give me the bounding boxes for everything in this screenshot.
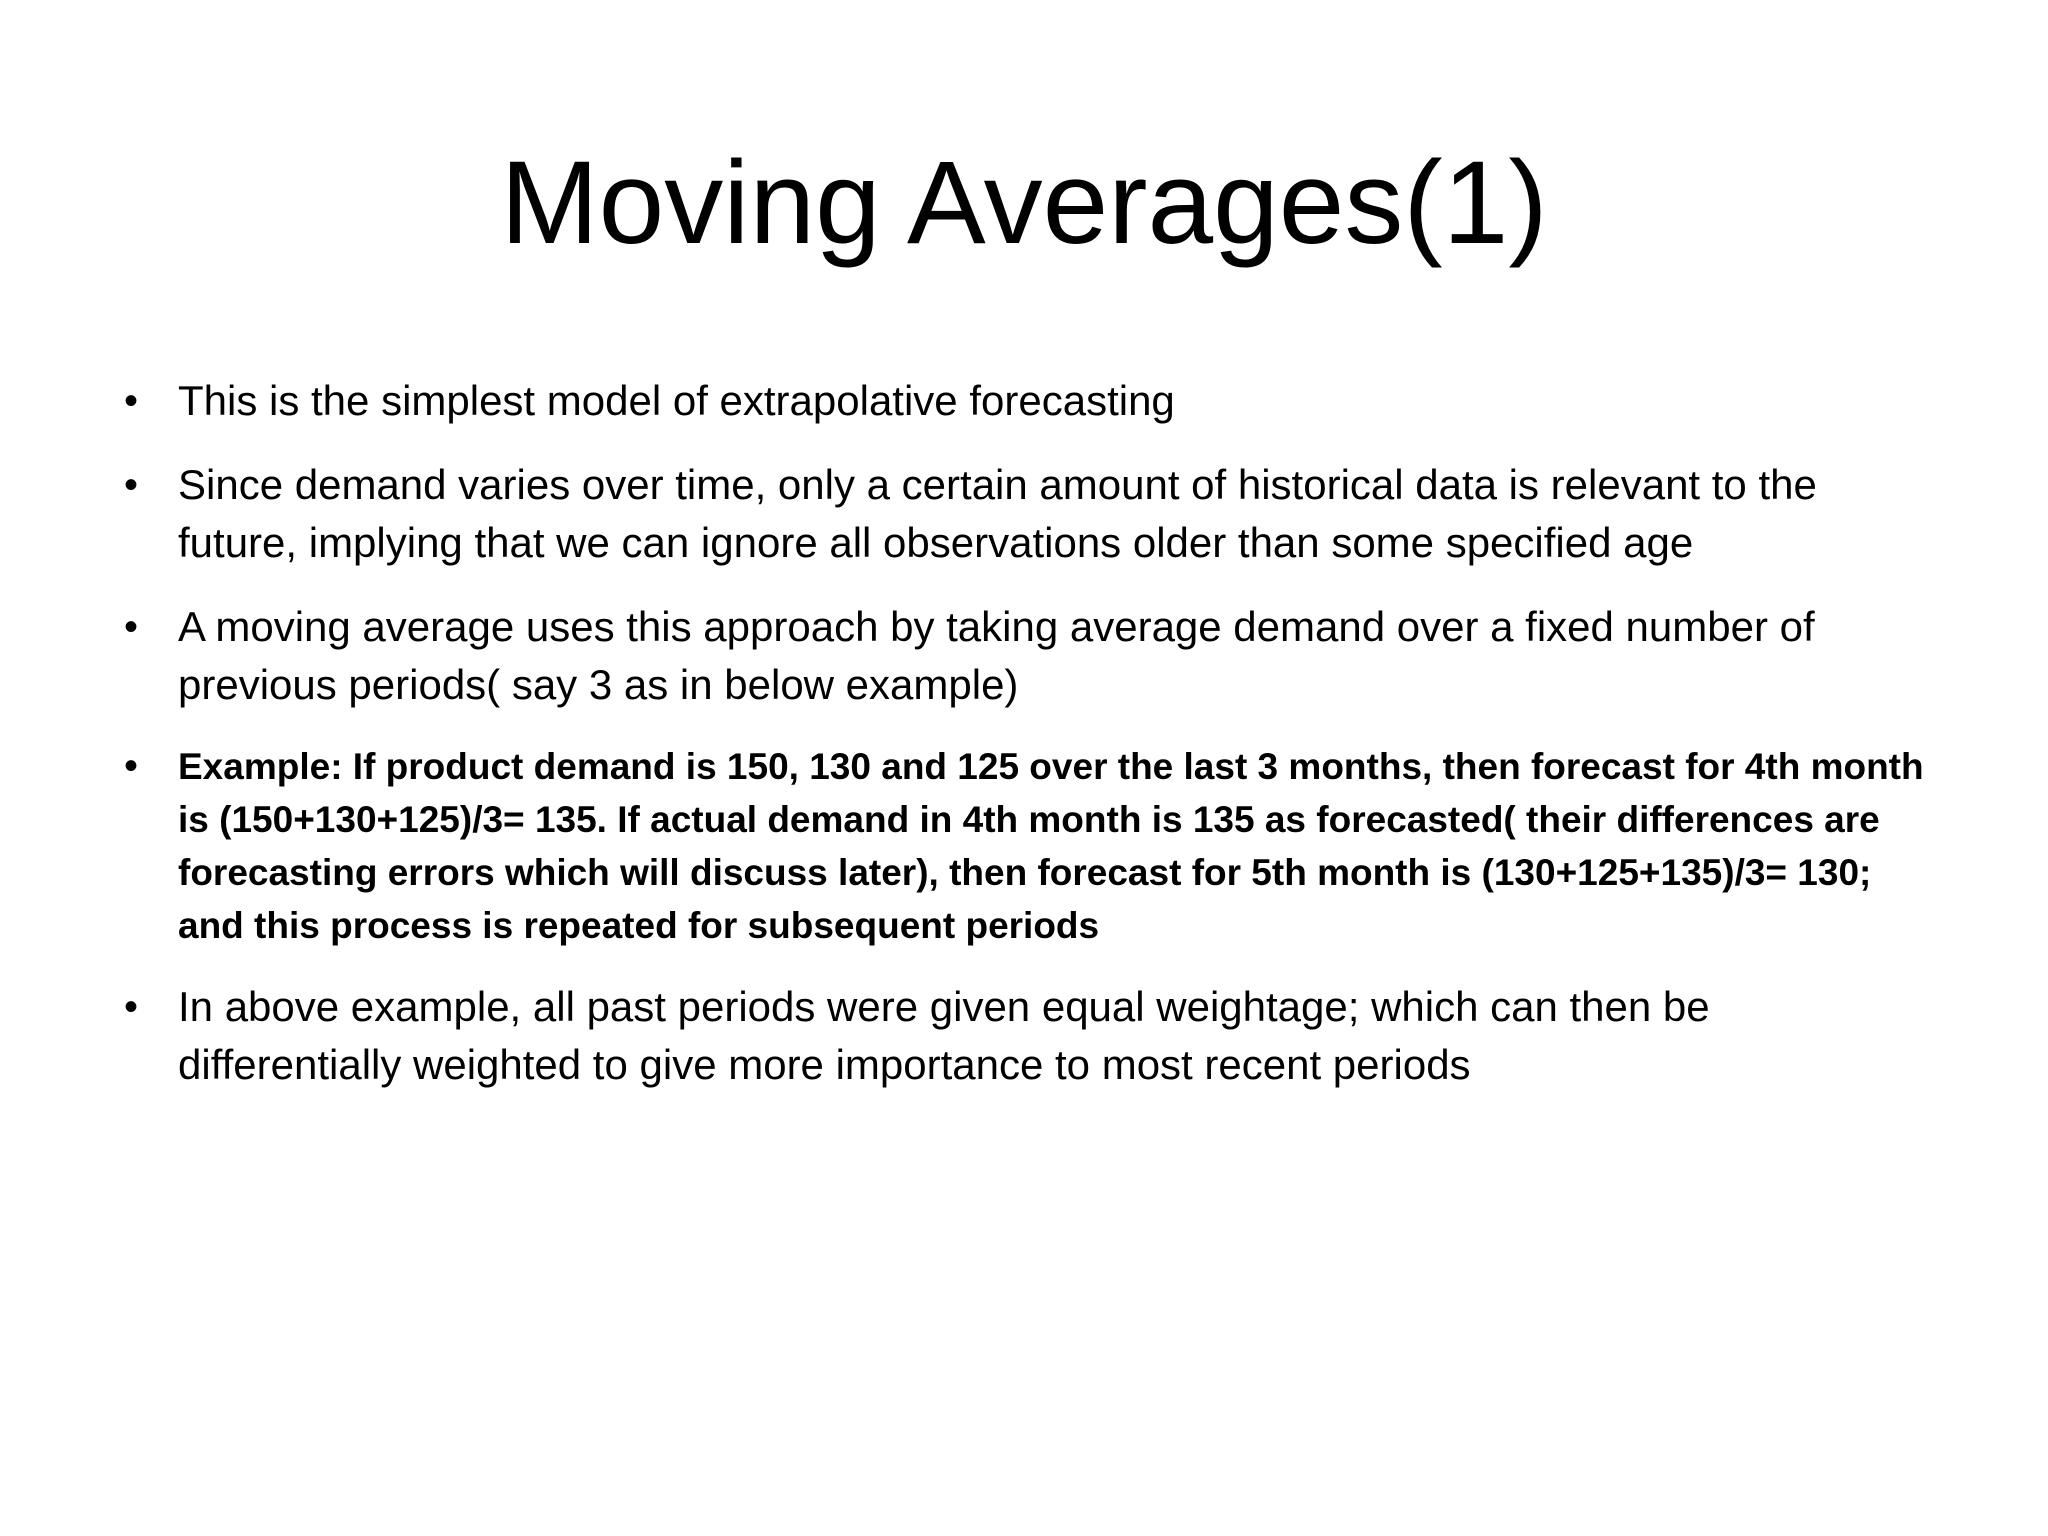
- bullet-text: In above example, all past periods were given equal weightage; which can then be differentially weighted to give more importance to most recent periods: [178, 983, 1710, 1088]
- bullet-icon: •: [124, 379, 139, 423]
- bullet-icon: •: [124, 605, 139, 649]
- bullet-item-example: [124, 740, 1924, 952]
- bullet-icon: •: [124, 463, 139, 507]
- bullet-item: [124, 978, 1924, 1094]
- bullet-item: [124, 598, 1924, 714]
- bullet-text: A moving average uses this approach by taking average demand over a fixed number of previous periods( say 3 as in below example): [178, 603, 1815, 708]
- bullet-item: [124, 372, 1924, 430]
- slide-title: Moving Averages(1): [500, 137, 1548, 269]
- bullet-text-example: Example: If product demand is 150, 130 and 125 over the last 3 months, then forecast for 4th month is (150+130+125)/3= 135. If actual demand in 4th month is 135 as forecasted( their differences are forecasting errors which will discuss later), then forecast for 5th month is (130+125+135)/3= 130; and this process is repeated for subsequent periods: [178, 746, 1924, 946]
- bullet-icon: •: [124, 744, 139, 788]
- bullet-text: Since demand varies over time, only a certain amount of historical data is relevant to the future, implying that we can ignore all observations older than some specified age: [178, 461, 1817, 566]
- bullet-icon: •: [124, 985, 139, 1029]
- bullet-item: [124, 456, 1924, 572]
- bullet-text: This is the simplest model of extrapolative forecasting: [178, 377, 1175, 424]
- bullet-list: [124, 372, 1924, 1122]
